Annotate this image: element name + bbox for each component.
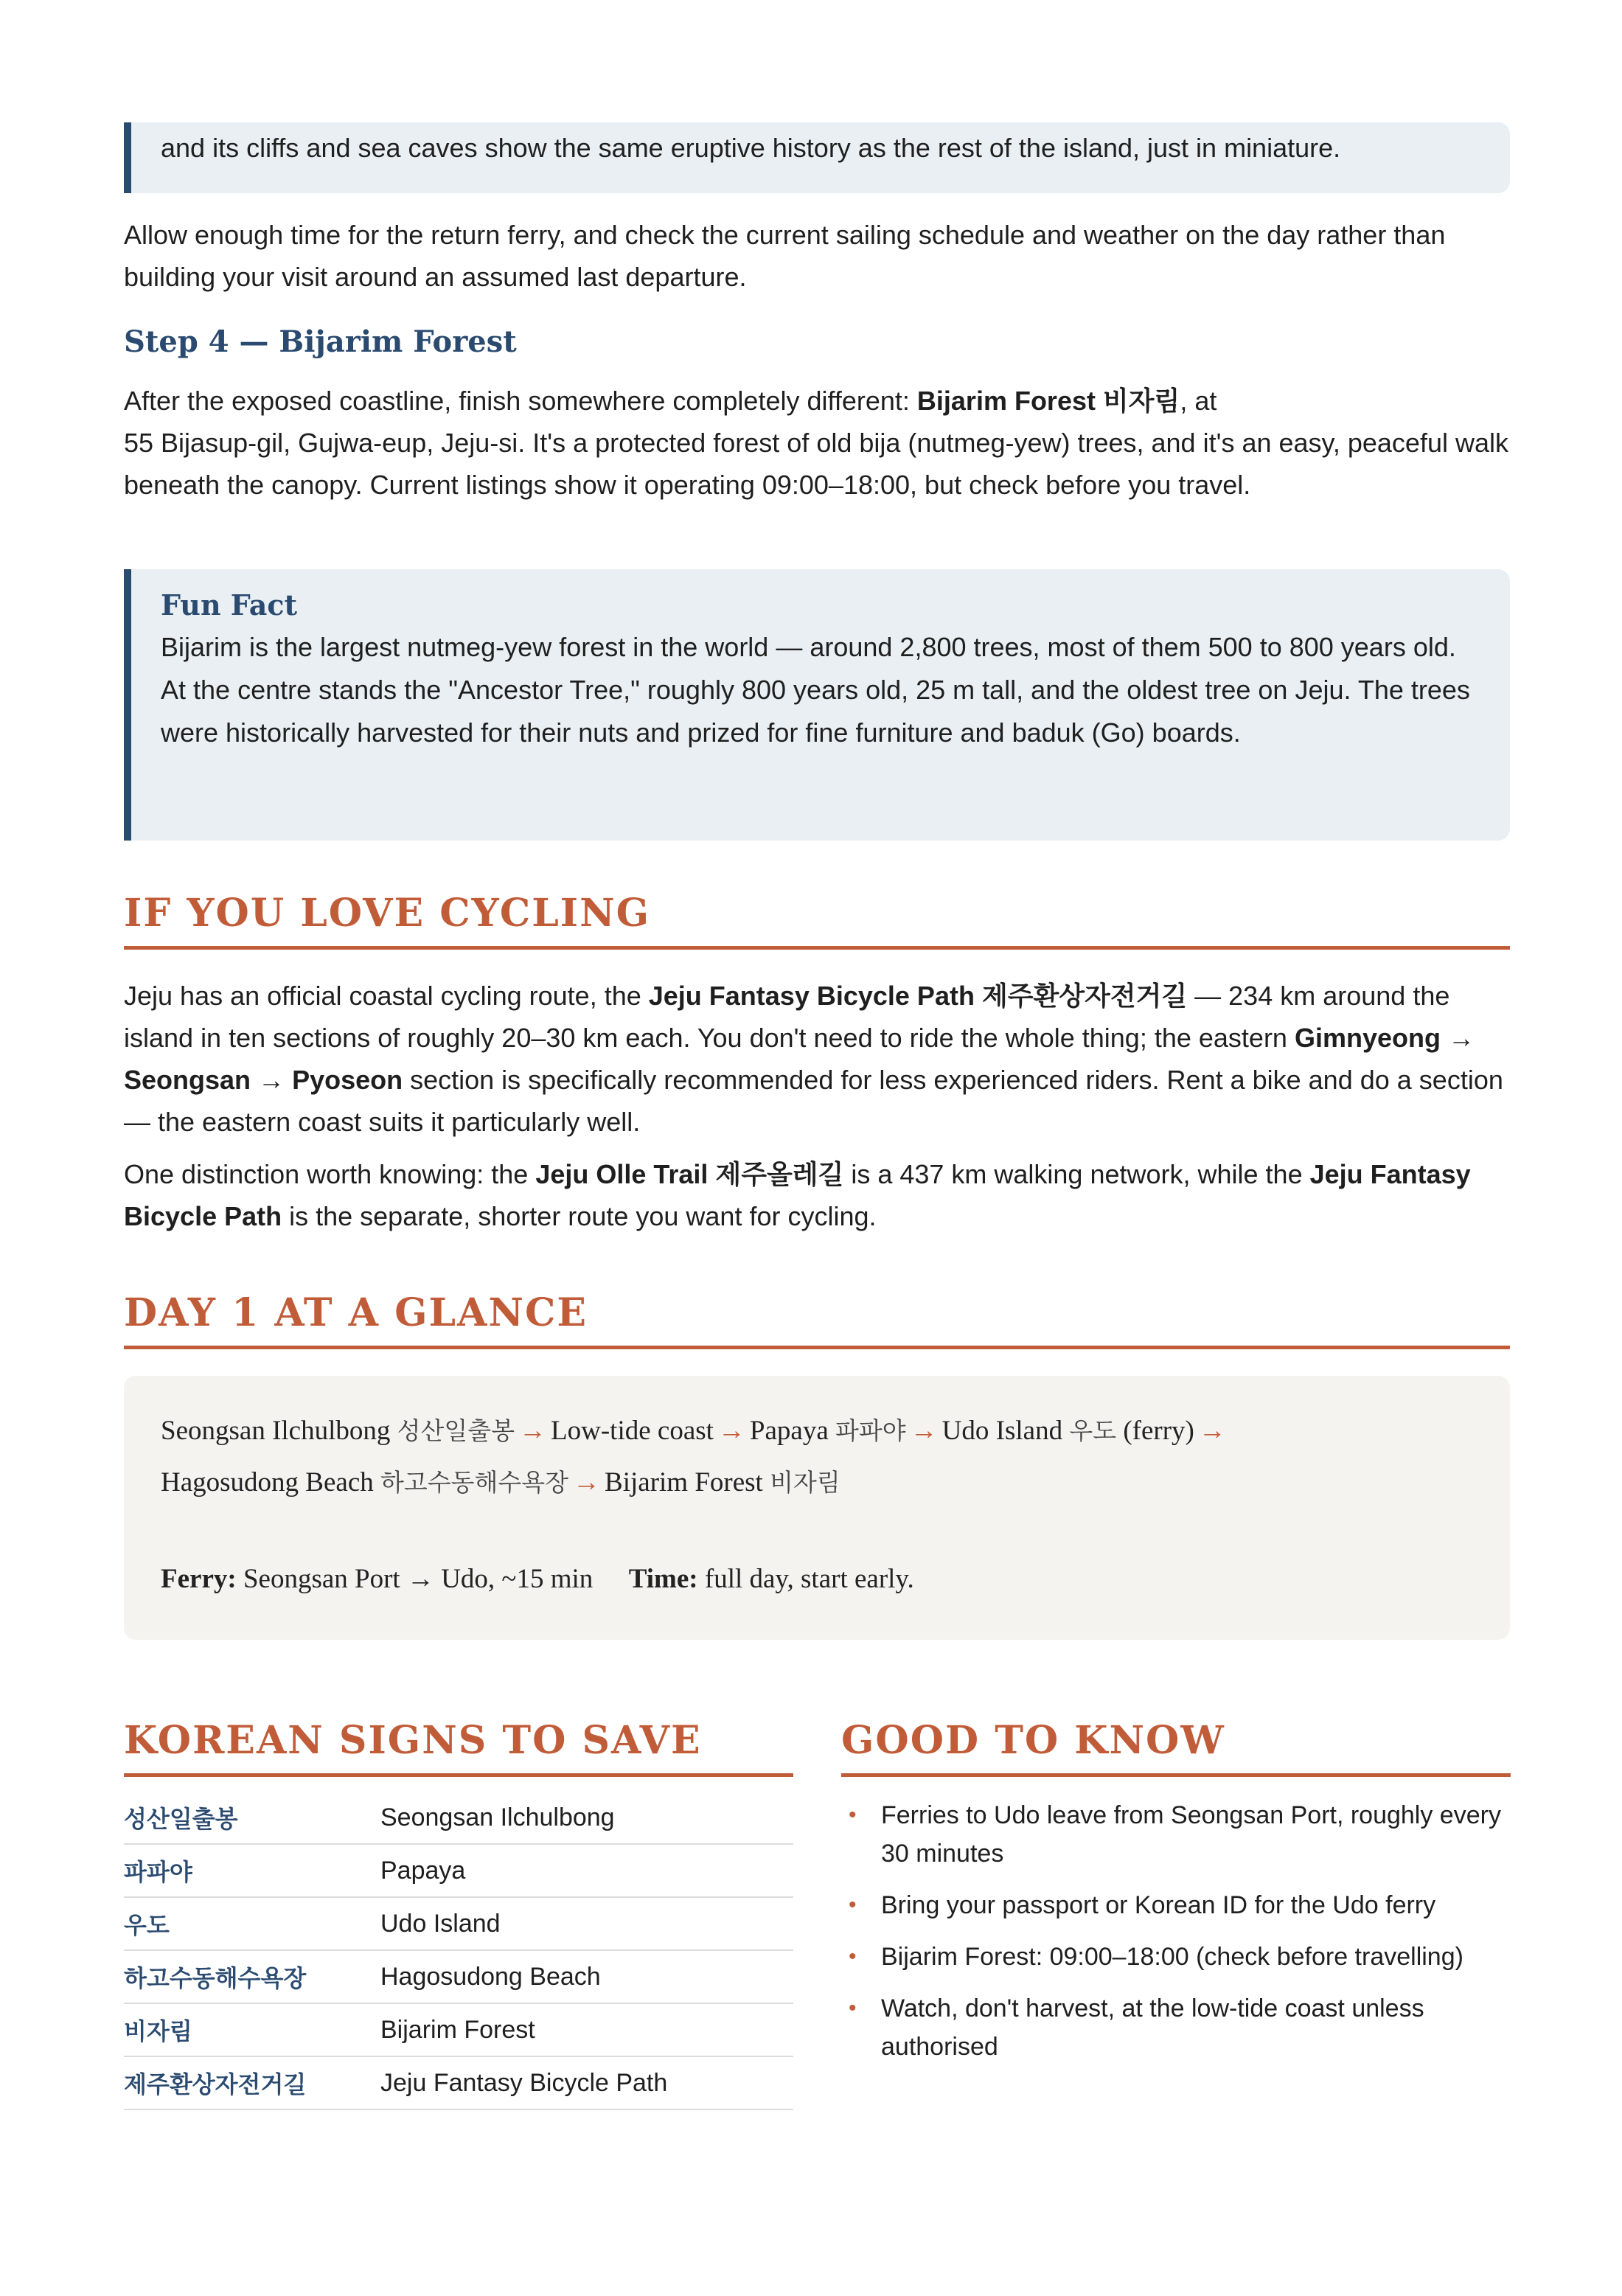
signs-heading: KOREAN SIGNS TO SAVE: [124, 1718, 793, 1777]
table-row: [124, 1844, 793, 1897]
table-row: [124, 2003, 793, 2056]
glance-stop: Papaya 파파야: [749, 1416, 906, 1446]
glance-heading: DAY 1 AT A GLANCE: [124, 1290, 1510, 1349]
signs-table: [124, 1792, 793, 2110]
sign-korean: 비자림: [124, 2003, 380, 2056]
glance-meta: [161, 1563, 914, 1595]
glance-stop: Seongsan Ilchulbong 성산일출봉: [161, 1416, 515, 1446]
cycling-p1-text-a: Jeju has an official coastal cycling route, the: [124, 981, 649, 1011]
glance-stop: Low-tide coast: [551, 1416, 714, 1446]
route-arrow-icon: →: [1198, 1416, 1226, 1446]
top-callout: [124, 122, 1510, 193]
sign-english: Papaya: [380, 1844, 793, 1897]
fun-fact-callout: [124, 569, 1510, 841]
cycling-p1-seongsan: Seongsan: [124, 1065, 251, 1095]
bullet-icon: •: [849, 1944, 857, 1969]
cycling-p1-bold-route: Jeju Fantasy Bicycle Path 제주환상자전거길: [648, 981, 1188, 1011]
route-arrow-icon: →: [519, 1416, 547, 1446]
cycling-p1-gimnyeong: Gimnyeong: [1294, 1023, 1441, 1053]
cycling-section: [124, 975, 1510, 1237]
list-item: • Bring your passport or Korean ID for the Udo ferry: [841, 1886, 1511, 1924]
sign-english: Udo Island: [380, 1897, 793, 1950]
step4-heading: Step 4 — Bijarim Forest: [124, 324, 517, 359]
cycling-p1-pyoseon: Pyoseon: [292, 1065, 403, 1095]
fun-fact-title: Fun Fact: [161, 588, 298, 622]
step4-paragraph: [124, 380, 1510, 506]
sign-english: Seongsan Ilchulbong: [380, 1792, 793, 1844]
route-arrow-icon: →: [573, 1467, 601, 1497]
bullet-icon: •: [849, 1996, 857, 2020]
glance-route: [161, 1405, 1473, 1509]
cycling-p2-bold-olle: Jeju Olle Trail 제주올레길: [535, 1159, 844, 1189]
sign-korean: 하고수동해수욕장: [124, 1950, 380, 2003]
sign-korean: 파파야: [124, 1844, 380, 1897]
glance-stop: Hagosudong Beach 하고수동해수욕장: [161, 1467, 569, 1497]
step4-text-a: After the exposed coastline, finish somewhere completely different:: [124, 386, 917, 416]
time-value: full day, start early.: [704, 1564, 914, 1594]
table-row: [124, 2056, 793, 2109]
sign-korean: 성산일출봉: [124, 1792, 380, 1844]
cycling-p1-arrow-2: →: [251, 1065, 293, 1095]
step4-text-b: , at: [1180, 386, 1217, 416]
sign-korean: 우도: [124, 1897, 380, 1950]
cycling-p1-text-b: — 234 km around the island in ten sections of roughly 20–30 km each. You don't need to ride the whole thing; the eastern: [124, 981, 1450, 1053]
cycling-p2-text-b: is a 437 km walking network, while the: [843, 1159, 1310, 1189]
list-item: • Watch, don't harvest, at the low-tide coast unless authorised: [841, 1989, 1511, 2066]
top-callout-text: and its cliffs and sea caves show the same eruptive history as the rest of the island, just in miniature.: [161, 133, 1341, 163]
step4-bold-place: Bijarim Forest 비자림: [916, 386, 1180, 416]
know-list: [841, 1796, 1511, 2066]
ferry-value: Seongsan Port → Udo, ~15 min: [243, 1564, 594, 1594]
cycling-p1-text-c: section is specifically recommended for less experienced riders. Rent a bike and do a section — the eastern coast suits it particularly well.: [124, 1065, 1503, 1137]
cycling-p2-text-c: is the separate, shorter route you want for cycling.: [282, 1201, 877, 1231]
signs-section: [124, 1718, 793, 2110]
list-item: • Ferries to Udo leave from Seongsan Port, roughly every 30 minutes: [841, 1796, 1511, 1873]
cycling-paragraph-2: [124, 1153, 1510, 1237]
time-label: Time:: [628, 1564, 698, 1594]
cycling-paragraph-1: [124, 975, 1510, 1143]
glance-box: [124, 1376, 1510, 1640]
table-row: [124, 1950, 793, 2003]
cycling-p2-text-a: One distinction worth knowing: the: [124, 1159, 536, 1189]
step4-text-c: 55 Bijasup-gil, Gujwa-eup, Jeju-si. It's a protected forest of old bija (nutmeg-yew) trees, and it's an easy, peaceful walk beneath the canopy. Current listings show it operating 09:00–18:00, but check before you travel.: [124, 428, 1508, 500]
sign-english: Bijarim Forest: [380, 2003, 793, 2056]
glance-stop: Udo Island 우도 (ferry): [941, 1416, 1194, 1446]
fun-fact-text: Bijarim is the largest nutmeg-yew forest in the world — around 2,800 trees, most of them 500 to 800 years old. At the centre stands the "Ancestor Tree," roughly 800 years old, 25 m tall, and the oldest tree on Jeju. The trees were historically harvested for their nuts and prized for fine furniture and baduk (Go) boards.: [161, 632, 1470, 748]
glance-stop: Bijarim Forest 비자림: [605, 1467, 840, 1497]
ferry-note: Allow enough time for the return ferry, and check the current sailing schedule and weather on the day rather than building your visit around an assumed last departure.: [124, 220, 1446, 292]
table-row: [124, 1897, 793, 1950]
cycling-p2-bold-path: Jeju Fantasy Bicycle Path: [124, 1159, 1471, 1231]
route-arrow-icon: →: [717, 1416, 745, 1446]
cycling-heading: IF YOU LOVE CYCLING: [124, 891, 1510, 950]
table-row: [124, 1792, 793, 1844]
bullet-icon: •: [849, 1803, 857, 1827]
know-heading: GOOD TO KNOW: [841, 1718, 1511, 1777]
sign-english: Hagosudong Beach: [380, 1950, 793, 2003]
route-arrow-icon: →: [910, 1416, 938, 1446]
sign-korean: 제주환상자전거길: [124, 2056, 380, 2109]
list-item: • Bijarim Forest: 09:00–18:00 (check before travelling): [841, 1938, 1511, 1976]
bullet-icon: •: [849, 1893, 857, 1917]
cycling-p1-arrow-1: →: [1441, 1023, 1475, 1053]
sign-english: Jeju Fantasy Bicycle Path: [380, 2056, 793, 2109]
know-section: [841, 1718, 1511, 2079]
ferry-label: Ferry:: [161, 1564, 237, 1594]
